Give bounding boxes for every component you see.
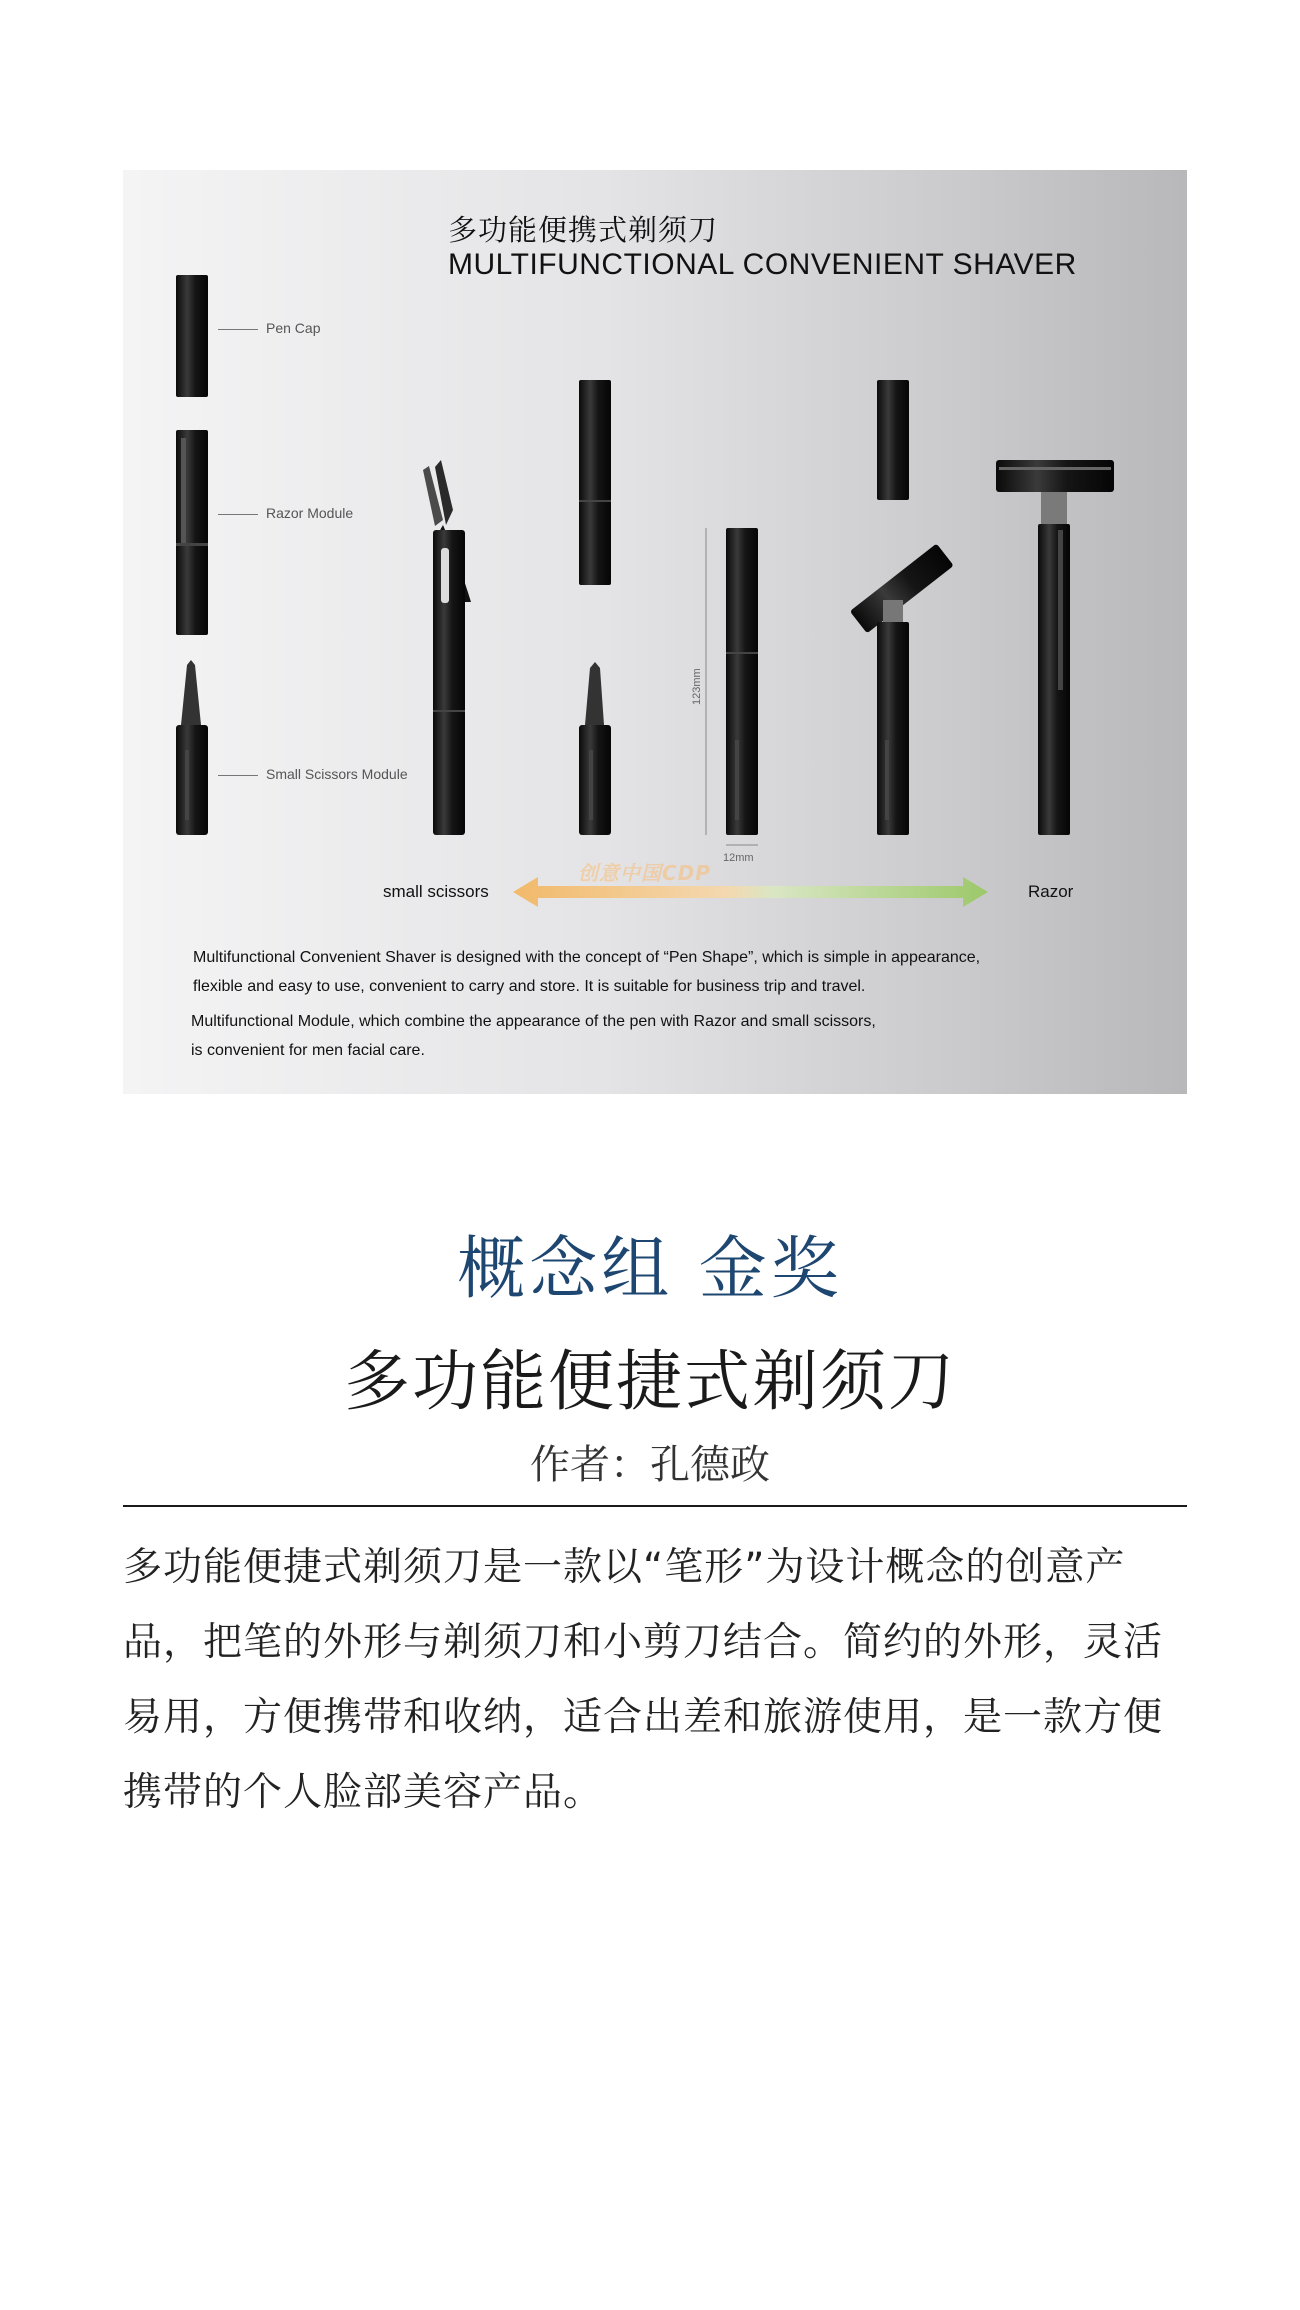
poster-desc-line-2: flexible and easy to use, convenient to carry and store. It is suitable for business trip and travel. [193,978,866,995]
small-scissors-module [176,660,208,835]
article-body: 多功能便捷式剃须刀是一款以“笔形”为设计概念的创意产品，把笔的外形与剃须刀和小剪刀结合。简约的外形，灵活易用，方便携带和收纳，适合出差和旅游使用，是一款方便携带的个人脸部美容产品。 [123,1545,1164,1815]
callout-label: Razor Module [266,505,354,521]
callout-razor-module [218,505,353,521]
leader-line [218,514,258,515]
author-line: 作者：孔德政 [530,1442,770,1488]
razor-module [176,430,208,635]
watermark: 创意中国CDP [578,861,711,885]
poster-desc-line-1: Multifunctional Convenient Shaver is designed with the concept of “Pen Shape”, which is simple in appearance, [193,949,981,966]
scissors-module-short [579,662,611,835]
razor-open [996,460,1114,835]
scissors-assembled [423,460,471,835]
product-title: 多功能便捷式剃须刀 [344,1343,956,1420]
award-heading: 概念组 金奖 [457,1230,843,1309]
cap-detached [579,380,611,585]
poster-title-cn: 多功能便携式剃须刀 [448,213,719,247]
callout-label: Pen Cap [266,320,321,336]
callout-small-scissors-module [218,766,408,782]
arrow-label-razor: Razor [1028,882,1074,901]
divider [123,1505,1187,1507]
dimension-width: 12mm [723,852,754,864]
product-poster [123,170,1187,1094]
leader-line [218,775,258,776]
callout-label: Small Scissors Module [266,766,408,782]
closed-pen [706,528,758,845]
dimension-height: 123mm [691,668,703,705]
leader-line [218,329,258,330]
callout-pen-cap [218,320,320,336]
poster-desc-line-3: Multifunctional Module, which combine the appearance of the pen with Razor and small scissors, [191,1013,876,1030]
pen-cap-module [176,275,208,397]
razor-folding [850,380,954,835]
poster-desc-line-4: is convenient for men facial care. [191,1042,425,1059]
arrow-label-small-scissors: small scissors [383,882,489,901]
poster-title-en: MULTIFUNCTIONAL CONVENIENT SHAVER [448,248,1077,281]
